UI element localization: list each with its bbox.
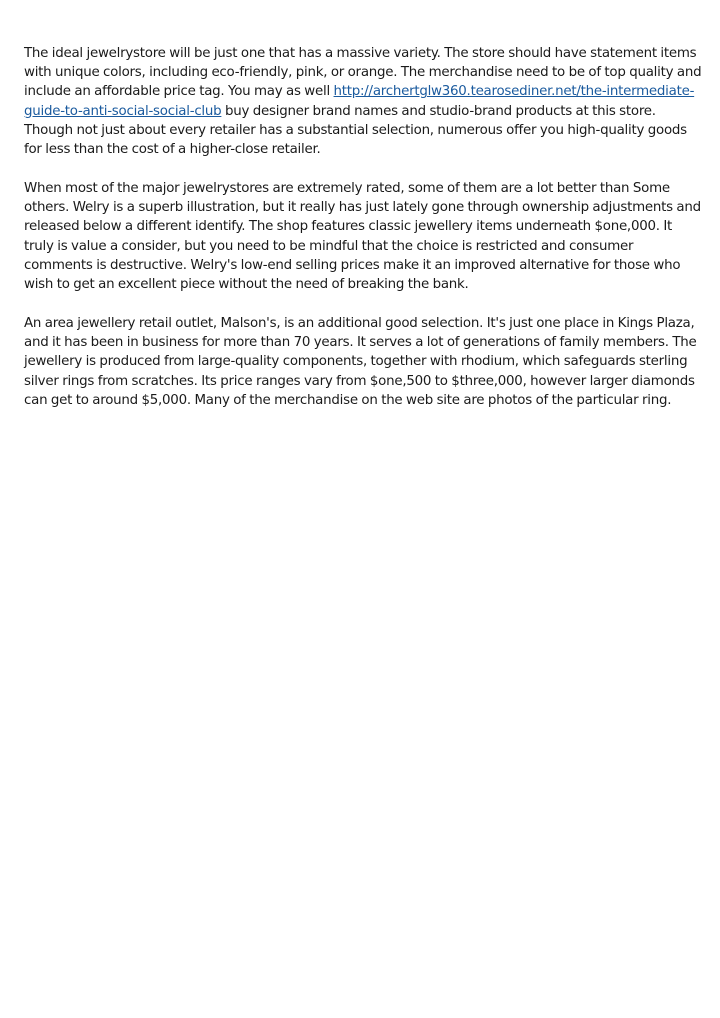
- article-link[interactable]: http://archertglw360.tearosediner.net/the-intermediate-guide-to-anti-social-social-club: [24, 84, 695, 119]
- paragraph-intro-text-before-link: The ideal jewelrystore will be just one that has a massive variety. The store should have statement items with unique colors, including eco-friendly, pink, or orange. The merchandise need to be of top quality and include an affordable price tag. You may as well: [24, 46, 702, 100]
- paragraph-malsons: An area jewellery retail outlet, Malson's, is an additional good selection. It's just one place in Kings Plaza, and it has been in business for more than 70 years. It serves a lot of generations of family members. The jewellery is produced from large-quality components, together with rhodium, which safeguards sterling silver rings from scratches. Its price ranges vary from $one,500 to $three,000, however larger diamonds can get to around $5,000. Many of the merchandise on the web site are photos of the particular ring.: [24, 316, 697, 408]
- paragraph-intro: [24, 44, 702, 159]
- document-body: [24, 44, 702, 430]
- paragraph-intro-text-after-link: buy designer brand names and studio-brand products at this store. Though not just about every retailer has a substantial selection, numerous offer you high-quality goods for less than the cost of a higher-close retailer.: [24, 103, 687, 158]
- paragraph-welry: When most of the major jewelrystores are extremely rated, some of them are a lot better than Some others. Welry is a superb illustration, but it really has just lately gone through ownership adjustments and released below a different identify. The shop features classic jewellery items underneath $one,000. It truly is value a consider, but you need to be mindful that the choice is restricted and consumer comments is destructive. Welry's low-end selling prices make it an improved alternative for those who wish to get an excellent piece without the need of breaking the bank.: [24, 181, 701, 293]
